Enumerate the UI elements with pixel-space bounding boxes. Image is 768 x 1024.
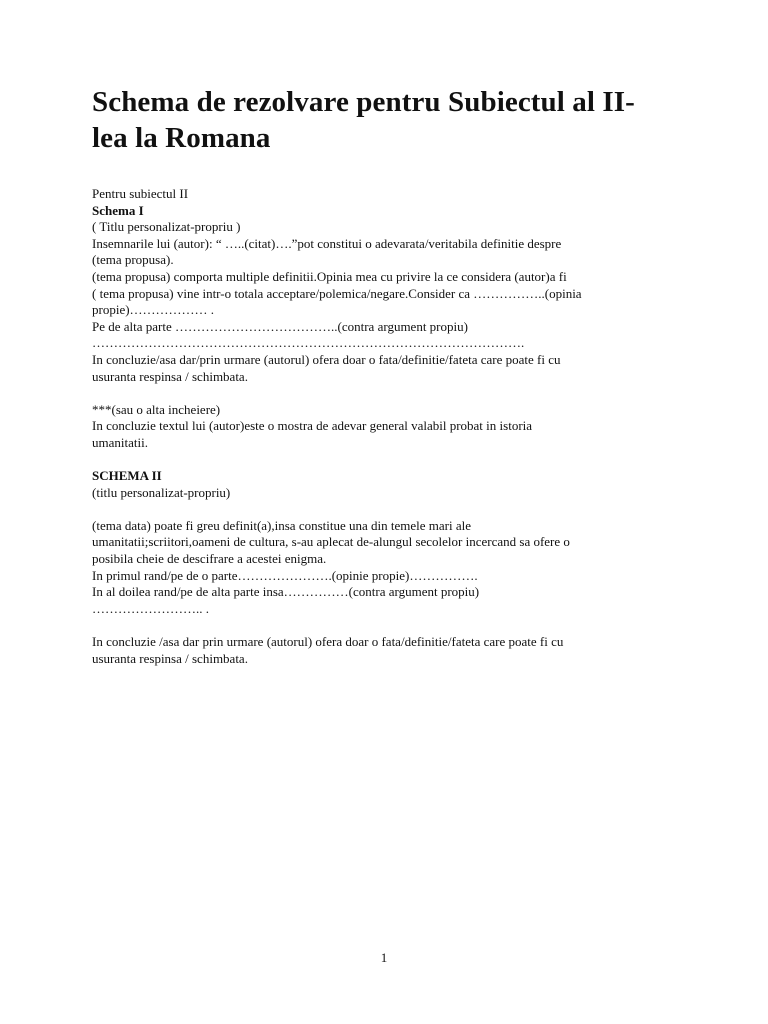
schema-1-line: In concluzie/asa dar/prin urmare (autorul) ofera doar o fata/definitie/fateta care poate fi cu <box>92 351 561 367</box>
schema-2-line: (tema data) poate fi greu definit(a),insa constitue una din temele mari ale <box>92 517 472 533</box>
document-page <box>92 84 692 667</box>
schema-2-line: In primul rand/pe de o parte………………….(opinie propie)……………. <box>92 567 478 583</box>
schema-1-line: ( tema propusa) vine intr-o totala acceptare/polemica/negare.Consider ca ……………..(opinia <box>92 285 582 301</box>
alt-conclusion-line: In concluzie textul lui (autor)este o mostra de adevar general valabil probat in istoria <box>92 418 533 434</box>
schema-1-line: usuranta respinsa / schimbata. <box>92 368 248 384</box>
alt-conclusion-heading: ***(sau o alta incheiere) <box>92 401 221 417</box>
schema-2-line: …………………….. . <box>92 600 209 616</box>
document-body <box>92 186 692 667</box>
schema-2-subtitle: (titlu personalizat-propriu) <box>92 484 231 500</box>
schema-1-line: (tema propusa). <box>92 252 174 268</box>
schema-1-line: Insemnarile lui (autor): “ …..(citat)….”pot constitui o adevarata/veritabila definitie despre <box>92 235 562 251</box>
intro-text: Pentru subiectul II <box>92 186 189 201</box>
paragraph-gap <box>92 501 692 518</box>
document-title <box>92 84 692 156</box>
schema-1-heading: Schema I <box>92 202 144 218</box>
schema-1-line: ………………………………………………………………………………………. <box>92 335 525 351</box>
alt-conclusion-line: umanitatii. <box>92 434 148 450</box>
title-line-1: Schema de rezolvare pentru Subiectul al II- <box>92 86 635 118</box>
schema-1-line: ( Titlu personalizat-propriu ) <box>92 219 241 235</box>
schema-2-line: In al doilea rand/pe de alta parte insa……………(contra argument propiu) <box>92 584 480 600</box>
schema-2-conclusion-line: In concluzie /asa dar prin urmare (autorul) ofera doar o fata/definitie/fateta care poate fi cu <box>92 634 564 650</box>
schema-2-heading: SCHEMA II <box>92 468 162 484</box>
schema-1-line: propie)……………… . <box>92 302 215 318</box>
schema-2-conclusion-line: usuranta respinsa / schimbata. <box>92 650 248 666</box>
schema-2-line: posibila cheie de descifrare a acestei enigma. <box>92 551 327 567</box>
schema-1-line: Pe de alta parte ………………………………..(contra argument propiu) <box>92 318 468 334</box>
paragraph-gap <box>92 617 692 634</box>
page-number: 1 <box>380 950 388 965</box>
title-line-2: lea la Romana <box>92 122 271 154</box>
schema-2-line: umanitatii;scriitori,oameni de cultura, s-au aplecat de-alungul secolelor incercand sa ofere o <box>92 534 570 550</box>
schema-1-line: (tema propusa) comporta multiple definitii.Opinia mea cu privire la ce considera (autor)a fi <box>92 268 567 284</box>
paragraph-gap <box>92 452 692 469</box>
paragraph-gap <box>92 385 692 402</box>
